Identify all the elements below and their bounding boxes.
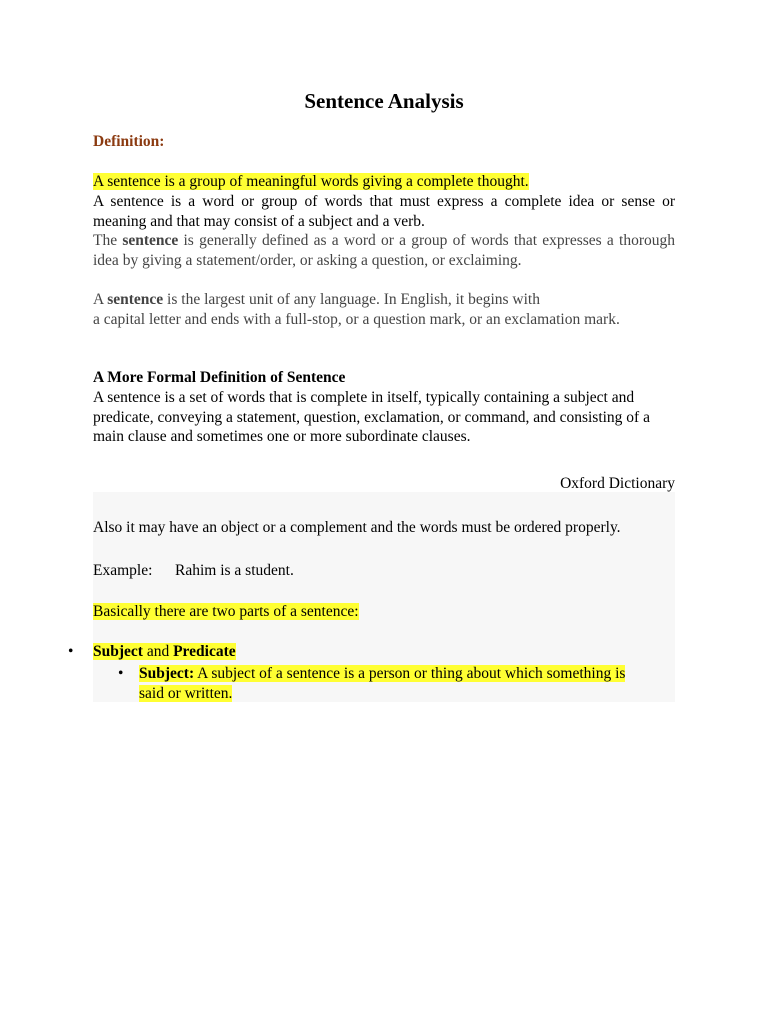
definition-paragraph-4 [93,290,668,329]
formal-definition-source: Oxford Dictionary [560,475,675,492]
p4-rest-line1: is the largest unit of any language. In English, it begins with [163,291,540,308]
definition-heading: Definition: [93,133,165,150]
bullet1-highlight [93,643,236,660]
also-paragraph: Also it may have an object or a complement and the words must be ordered properly. [93,519,621,536]
bullet2-text: A subject of a sentence is a person or thing about which something is said or written. [139,665,626,702]
sub-bullet-icon: • [118,665,124,682]
p3-term: sentence [122,232,179,249]
example-label: Example: [93,562,153,579]
highlighted-text: A sentence is a group of meaningful words giving a complete thought. [93,173,529,190]
formal-definition-heading: A More Formal Definition of Sentence [93,369,346,386]
p3-prefix: The [93,232,123,249]
bullet-subject-predicate [93,642,236,662]
p4-rest-line2: a capital letter and ends with a full-stop, or a question mark, or an exclamation mark. [93,310,620,328]
definition-paragraph-2: A sentence is a word or group of words that must express a complete idea or sense or meaning and that may consist of a subject and a verb. [93,193,675,230]
p4-term: sentence [107,291,164,308]
definition-highlighted [93,172,529,192]
two-parts-text: Basically there are two parts of a sentence: [93,603,359,620]
definition-paragraph-3 [93,231,675,270]
page-title: Sentence Analysis [304,89,464,113]
formal-definition-body: A sentence is a set of words that is complete in itself, typically containing a subject and predicate, conveying a statement, question, exclamation, or command, and consisting of a main clause and sometimes one or more subordinate clauses. [93,389,650,445]
bullet2-label: Subject: [139,665,195,682]
p3-rest: is generally defined as a word or a group of words that expresses a thorough idea by giving a statement/order, or asking a question, or exclaiming. [93,232,675,269]
bullet-icon: • [68,643,74,660]
bullet1-and: and [142,643,174,660]
bullet1-subject: Subject [93,643,143,660]
example-line [93,561,294,581]
two-parts-line [93,602,359,622]
example-text: Rahim is a student. [175,562,294,579]
bullet-subject-definition [139,664,649,704]
bullet2-highlight [139,665,625,702]
bullet1-predicate: Predicate [173,643,236,660]
p4-prefix: A [93,291,108,308]
